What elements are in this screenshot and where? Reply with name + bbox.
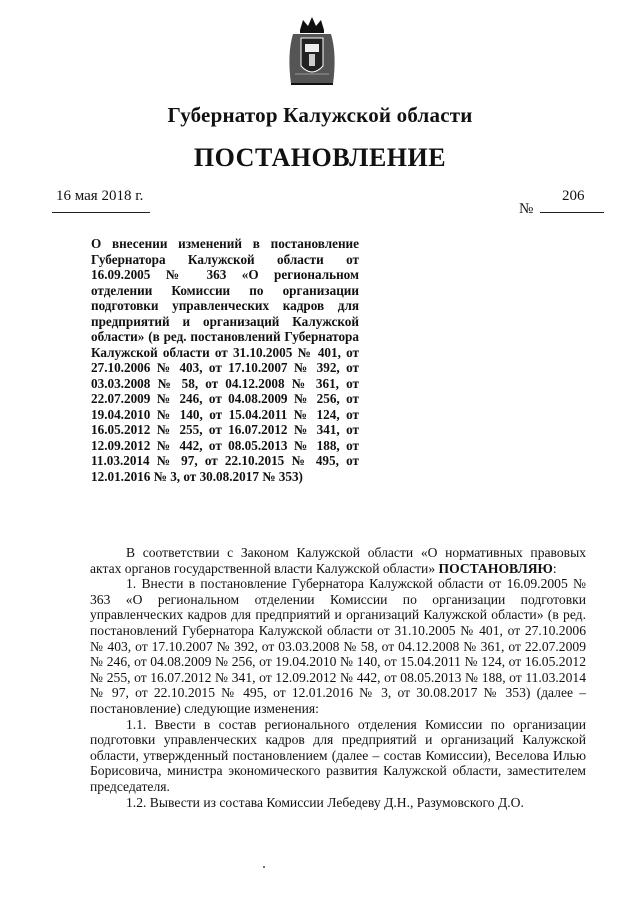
number-underline (540, 212, 604, 213)
document-number: 206 (562, 188, 585, 204)
decree-colon: : (552, 560, 557, 576)
document-date: 16 мая 2018 г. (56, 188, 144, 204)
decree-word: ПОСТАНОВЛЯЮ (438, 560, 553, 576)
preamble-paragraph (90, 545, 586, 576)
date-underline (52, 212, 150, 213)
document-type-title: ПОСТАНОВЛЕНИЕ (193, 143, 447, 172)
document-subject: О внесении изменений в постановление Губернатора Калужской области от 16.09.2005 № 363 «О региональном отделении Комиссии по организации подготовки управленческих кадров для предприятий и организаций Калужской области» (в ред. постановлений Губернатора Калужской области от 31.10.2005 № 401, от 27.10.2006 № 403, от 17.10.2007 № 392, от 03.03.2008 № 58, от 04.12.2008 № 361, от 22.07.2009 № 246, от 04.08.2009 № 256, от 19.04.2010 № 140, от 15.04.2011 № 124, от 16.05.2012 № 255, от 16.07.2012 № 341, от 12.09.2012 № 442, от 08.05.2013 № 188, от 11.03.2014 № 97, от 22.10.2015 № 495, от 12.01.2016 № 3, от 30.08.2017 № 353) (91, 236, 359, 484)
preamble-text: В соответствии с Законом Калужской области «О нормативных правовых актах органов государственной власти Калужской области» (90, 545, 586, 576)
page-mark (263, 866, 265, 868)
issuer-title: Губернатор Калужской области (167, 103, 473, 127)
paragraph-1-2: 1.2. Вывести из состава Комиссии Лебедеву Д.Н., Разумовского Д.О. (126, 794, 524, 810)
kaluga-coat-of-arms-icon (283, 14, 341, 90)
paragraph-1: 1. Внести в постановление Губернатора Калужской области от 16.09.2005 № 363 «О региональном отделении Комиссии по организации подготовки управленческих кадров для предприятий и организаций Калужской области» (в ред. постановлений Губернатора Калужской области от 31.10.2005 № 401, от 27.10.2006 № 403, от 17.10.2007 № 392, от 03.03.2008 № 58, от 04.12.2008 № 361, от 22.07.2009 № 246, от 04.08.2009 № 256, от 19.04.2010 № 140, от 15.04.2011 № 124, от 16.05.2012 № 255, от 16.07.2012 № 341, от 12.09.2012 № 442, от 08.05.2013 № 188, от 11.03.2014 № 97, от 22.10.2015 № 495, от 12.01.2016 № 3, от 30.08.2017 № 353) (далее – постановление) следующие изменения: (90, 576, 586, 716)
document-body (90, 545, 586, 810)
paragraph-1-1: 1.1. Ввести в состав регионального отделения Комиссии по организации подготовки управленческих кадров для предприятий и организаций Калужской области, утвержденный постановлением (далее – состав Комиссии), Веселова Илью Борисовича, министра экономического развития Калужской области, заместителем председателя. (90, 716, 586, 794)
number-sign: № (519, 201, 534, 217)
